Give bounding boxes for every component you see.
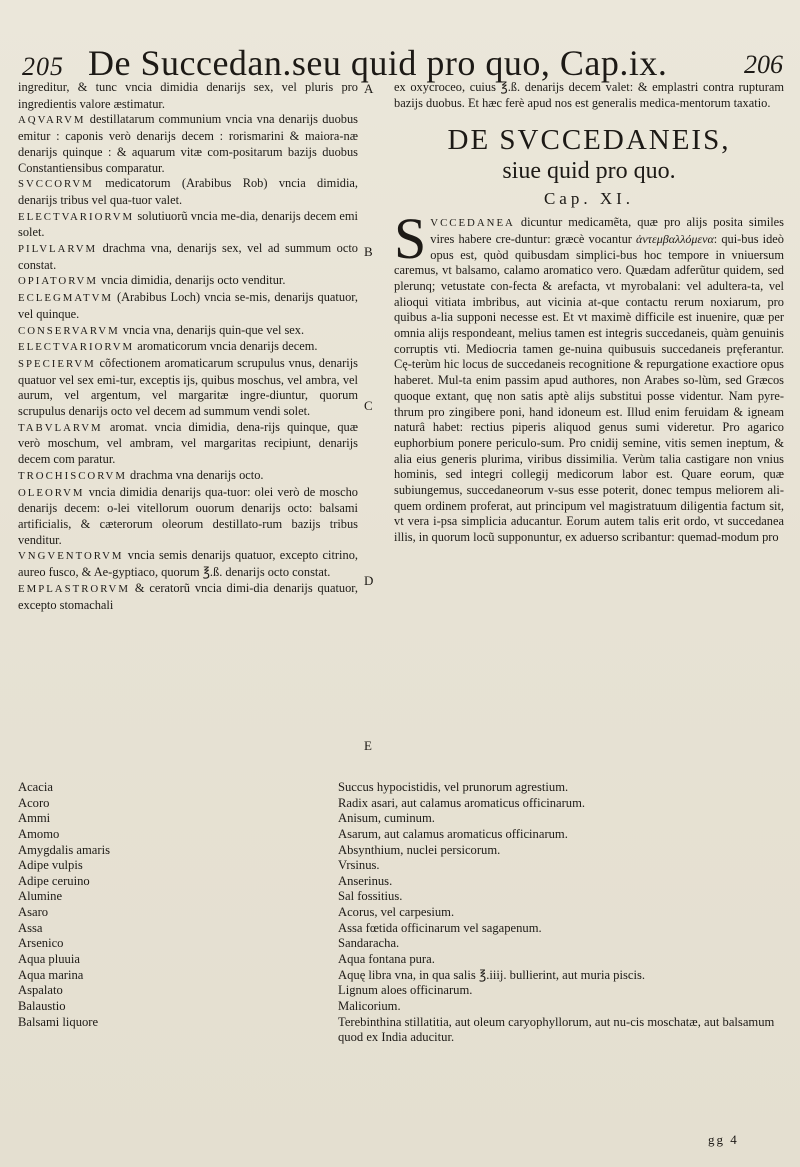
page-number-left: 205 — [22, 52, 64, 81]
substitute-name: Vrsinus. — [338, 858, 380, 873]
left-paragraph — [18, 468, 358, 485]
left-paragraph — [18, 339, 358, 356]
paragraph-lead: PILVLARVM — [18, 243, 98, 256]
simple-name: Acacia — [18, 780, 53, 794]
signature-mark: gg 4 — [708, 1132, 739, 1147]
paragraph-text: vncia dimidia, denarijs octo venditur. — [97, 273, 286, 288]
simple-name: Amomo — [18, 826, 60, 841]
paragraph-lead: TABVLARVM — [18, 421, 103, 434]
simple-name: Balaustio — [18, 998, 66, 1013]
substitute-name: Assa fœtida officinarum vel sagapenum. — [338, 920, 542, 935]
simple-name: Asaro — [18, 905, 49, 920]
simple-name: Arsenico — [18, 936, 64, 951]
simple-name: Alumine — [18, 889, 63, 904]
table-row — [18, 983, 788, 999]
paragraph-text: solutiuorũ vncia me-dia, denarijs decem emi solet. — [18, 208, 358, 240]
paragraph-lead: VNGVENTORVM — [18, 550, 124, 563]
table-row — [18, 889, 788, 905]
margin-letter-e: E — [364, 738, 372, 753]
left-paragraph — [18, 112, 358, 176]
paragraph-text: ingreditur, & tunc vncia dimidia denarijs sex, vel pluris pro ingredientis valore æstimatur. — [18, 80, 358, 111]
simple-name: Aqua marina — [18, 967, 84, 982]
substitute-name: Sal fossitius. — [338, 889, 403, 904]
simple-name: Assa — [18, 920, 43, 935]
paragraph-text: drachma vna, denarijs sex, vel ad summum octo constat. — [18, 241, 358, 272]
right-column — [394, 80, 784, 546]
paragraph-text: & ceratorũ vncia dimi-dia denarijs quatuor, excepto stomachali — [18, 580, 358, 612]
left-column — [18, 80, 358, 613]
paragraph-lead: SVCCORVM — [18, 178, 94, 191]
page-header — [18, 30, 793, 83]
running-head: De Succedan.seu quid pro quo, Cap.ix. — [88, 43, 668, 83]
left-paragraph — [18, 420, 358, 468]
drop-capital: S — [394, 206, 427, 272]
left-paragraph — [18, 581, 358, 613]
left-paragraph — [18, 323, 358, 340]
substitute-name: Sandaracha. — [338, 936, 400, 951]
left-paragraph — [18, 80, 358, 112]
simple-name: Amygdalis amaris — [18, 842, 110, 857]
paragraph-text: medicatorum (Arabibus Rob) vncia dimidia, denarijs tribus vel qua-tuor valet. — [18, 176, 358, 207]
table-row — [18, 780, 788, 796]
paragraph-lead: SPECIERVM — [18, 357, 96, 370]
simple-name: Adipe ceruino — [18, 873, 90, 888]
table-row — [18, 905, 788, 921]
chapter-title-block — [394, 123, 784, 207]
paragraph-lead: TROCHISCORVM — [18, 469, 127, 482]
table-row — [18, 952, 788, 968]
table-row — [18, 921, 788, 937]
paragraph-lead: AQVARVM — [18, 114, 86, 127]
left-paragraph — [18, 290, 358, 322]
simple-name: Ammi — [18, 811, 51, 826]
paragraph-text: dicuntur medicamẽta, quæ pro alijs posita similes vires habere cre-duntur: græcè vocantur — [430, 215, 784, 246]
paragraph-text: (Arabibus Loch) vncia se-mis, denarijs quatuor, vel quinque. — [18, 290, 358, 321]
margin-letter-b: B — [364, 244, 373, 259]
left-paragraph — [18, 176, 358, 208]
left-paragraph — [18, 356, 358, 420]
table-row — [18, 858, 788, 874]
paragraph-lead: EMPLASTRORVM — [18, 582, 130, 595]
chapter-number: Cap. XI. — [543, 189, 635, 209]
paragraph-text: drachma vna denarijs octo. — [126, 467, 264, 482]
substitute-name: Aquę libra vna, in qua salis ℥.iiij. bullierint, aut muria piscis. — [338, 967, 646, 982]
substitute-name: Succus hypocistidis, vel prunorum agrestium. — [338, 780, 569, 794]
table-row — [18, 874, 788, 890]
substitute-name: Absynthium, nuclei persicorum. — [338, 842, 501, 857]
paragraph-text: vncia dimidia denarijs qua-tuor: olei verò de moscho denarijs decem: o-lei vitellorum ouorum denarijs octo: balsami artificialis, & cæterorum oleorum destillato-rum bazijs tribus venditur. — [18, 484, 358, 547]
table-row — [18, 999, 788, 1015]
left-paragraph — [18, 209, 358, 241]
chapter-title: DE SVCCEDANEIS, — [447, 124, 731, 157]
chapter-subtitle: siue quid pro quo. — [502, 158, 676, 185]
left-paragraph — [18, 273, 358, 290]
paragraph-lead: ECLEGMATVM — [18, 292, 113, 305]
table-row — [18, 1015, 788, 1046]
paragraph-text: cõfectionem aromaticarum scrupulus vnus, denarijs quatuor vel sex emi-tur, exceptis ijs, quibus moschus, vel ambra, vel aurum, vel argentum, vel margaritæ ingre-diuntur, quorum scrupulus denarijs octo vel decem ad summum vendi solet. — [18, 355, 358, 419]
paragraph-text: aromaticorum vncia denarijs decem. — [134, 339, 318, 354]
margin-letter-c: C — [364, 398, 373, 413]
paragraph-text: vncia vna, denarijs quin-que vel sex. — [119, 322, 305, 337]
right-intro: ex oxycroceo, cuius ℥.ß. denarijs decem valet: & emplastri contra rupturam bazijs duobus. Et hæc ferè apud nos est generalis medica-mentorum taxatio. — [394, 80, 784, 110]
substitute-name: Radix asari, aut calamus aromaticus officinarum. — [338, 795, 586, 810]
simple-name: Balsami liquore — [18, 1014, 99, 1029]
substitute-name: Asarum, aut calamus aromaticus officinarum. — [338, 826, 568, 841]
left-paragraph — [18, 548, 358, 580]
paragraph-lead: VCCEDANEA — [430, 217, 515, 230]
paragraph-lead: OPIATORVM — [18, 275, 98, 288]
left-paragraph — [18, 241, 358, 273]
substitute-name: Anisum, cuminum. — [338, 811, 435, 826]
paragraph-text: destillatarum communium vncia vna denarijs duobus emitur : caponis verò denarijs decem : rorismarini & maiora-næ denarijs quinque : & aquarum vitæ com-positarum bazijs duobus Constantiensibus comparatur. — [18, 112, 358, 175]
paragraph-lead: OLEORVM — [18, 486, 85, 499]
table-row — [18, 843, 788, 859]
substitute-name: Malicorium. — [338, 998, 401, 1013]
margin-letter-a: A — [364, 81, 374, 96]
table-row — [18, 827, 788, 843]
substitutes-table — [18, 780, 788, 1046]
paragraph-text: vncia semis denarijs quatuor, excepto citrino, aureo fusco, & Ae-gyptiaco, quorum ℥.ß. denarijs octo constat. — [18, 548, 358, 580]
table-row — [18, 796, 788, 812]
paragraph-text: : qui-bus ideò opus est, quòd quibusdam simplici-bus hoc tempore in vniuersum caremus, vt balsamo, calamo aromatico vero. Quædam adferũtur quidem, sed plerunq; vetustate con-fecta & arefacta, vt myrobalani: vel adultera-ta, vel alioqui vitiata imbribus, aut vicinia at-que contactu rerum noxiarum, pro quibus a-lia supponi necesse est. Et vt maximè difficile est inuenire, quæ per omnia alijs respondeant, melius tamen est integris succedaneis, quàm genuinis corruptis vti. Mediocria tamen ge-nuina quibusuis succedaneis pręferantur. Cę-terùm hic locus de succedaneis recognitione & repurgatione exactiore opus haberet. Mul-ta enim passim apud authores, non Arabes so-lùm, sed Græcos quoque extant, quę non satis aptè alijs substitui posse videntur. Nam pyre-thrum pro zingibere poni, hand idoneum est. Illud enim feruidam & igneam naturâ habet: rectius piperis aliquod genus sumi videretur. Pro agarico euphorbium ponere periculo-sum. Pro cnidij semine, vitis semen ineptum, & alia eius generis plurima, viribus dissimilia. Verùm talia castigare non vnius hominis, sed integri collegij medicorum labor est. Quare eorum, quæ subiungemus, succedaneorum v-sus esse poterit, donec tempus meliorem ali-quem ordinem proferat, aut principum vel magistratuum diligentia factum sit, vt vera i-psa simplicia aducantur. Eorum autem talis erit ordo, vt succedanea illis, in quorum locũ supponuntur, ex aduerso scribantur: quemad-modum pro — [394, 231, 784, 545]
simple-name: Aqua pluuia — [18, 952, 80, 967]
substitute-name: Acorus, vel carpesium. — [338, 905, 455, 920]
greek-term: ἀντεμβαλλόμενα — [636, 231, 714, 246]
table-row — [18, 968, 788, 984]
paragraph-lead: ELECTVARIORVM — [18, 210, 135, 223]
margin-letter-d: D — [364, 573, 374, 588]
paragraph-lead: CONSERVARVM — [18, 324, 120, 337]
paragraph-lead: ELECTVARIORVM — [18, 341, 135, 354]
substitute-name: Lignum aloes officinarum. — [338, 983, 473, 998]
substitute-name: Anserinus. — [338, 873, 393, 888]
paragraph-text: aromat. vncia dimidia, dena-rijs quinque, quæ verò moschum, vel ambram, vel margaritas recipiunt, denarijs decem com paratur. — [18, 419, 358, 467]
table-row — [18, 811, 788, 827]
substitute-name: Terebinthina stillatitia, aut oleum caryophyllorum, aut nu-cis moschatæ, aut balsamum quod ex India aducitur. — [338, 1014, 775, 1045]
simple-name: Acoro — [18, 795, 50, 810]
page-number-right: 206 — [744, 50, 783, 79]
chapter-body — [394, 206, 784, 546]
left-paragraph — [18, 485, 358, 549]
table-row — [18, 936, 788, 952]
simple-name: Adipe vulpis — [18, 858, 83, 873]
substitute-name: Aqua fontana pura. — [338, 952, 435, 967]
simple-name: Aspalato — [18, 983, 63, 998]
